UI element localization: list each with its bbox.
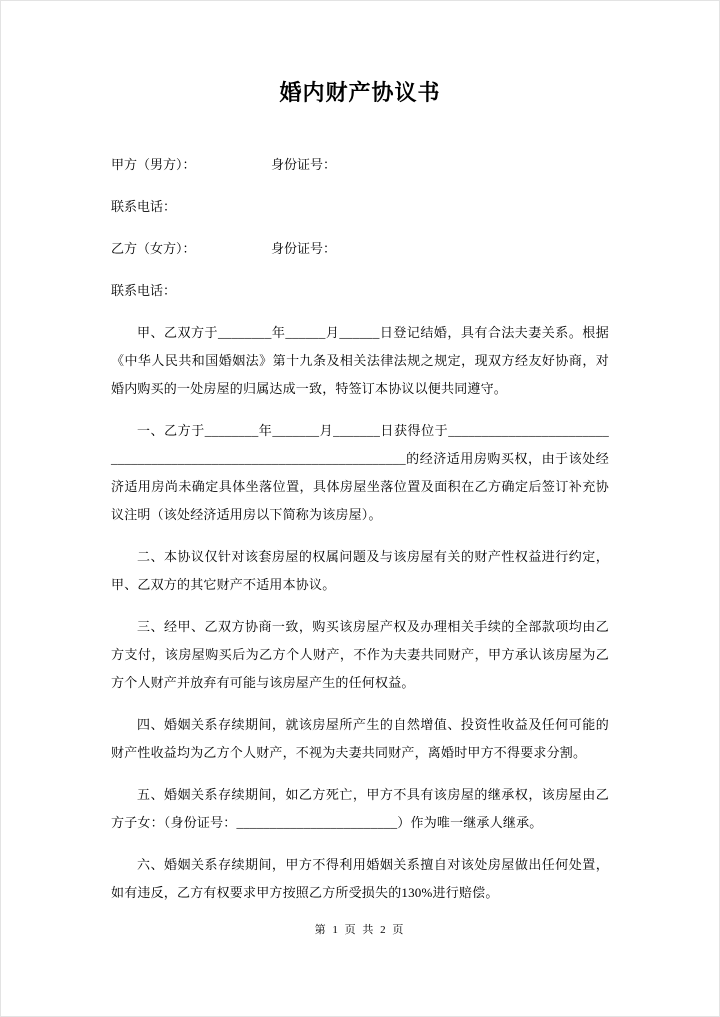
party-a-phone-line	[111, 193, 609, 221]
party-b-phone-label: 联系电话：	[111, 283, 177, 298]
party-b-label: 乙方（女方）：	[111, 241, 196, 256]
paragraph-5: 四、婚姻关系存续期间，就该房屋所产生的自然增值、投资性收益及任何可能的财产性收益均为乙方个人财产，不视为夫妻共同财产，离婚时甲方不得要求分割。	[111, 717, 609, 760]
party-b-phone-line	[111, 277, 609, 305]
paragraph-1: 甲、乙双方于________年______月______日登记结婚，具有合法夫妻关系。根据《中华人民共和国婚姻法》第十九条及相关法律法规之规定，现双方经友好协商，对婚内购买的一处房屋的归属达成一致，特签订本协议以便共同遵守。	[111, 325, 609, 396]
document-body	[111, 319, 609, 907]
paragraph-3: 二、本协议仅针对该套房屋的权属问题及与该房屋有关的财产性权益进行约定，甲、乙双方的其它财产不适用本协议。	[111, 549, 609, 592]
party-a-phone-label: 联系电话：	[111, 199, 177, 214]
party-a-id-label: 身份证号：	[271, 157, 337, 172]
paragraph-4: 三、经甲、乙双方协商一致，购买该房屋产权及办理相关手续的全部款项均由乙方支付，该房屋购买后为乙方个人财产，不作为夫妻共同财产，甲方承认该房屋为乙方个人财产并放弃有可能与该房屋产生的任何权益。	[111, 619, 609, 690]
paragraph-2: 一、乙方于________年_______月_______日获得位于____________________________________________________________________的经济适用房购买权，由于该处经济适用房尚未确定具体坐落位置，具体房屋坐落位置及面积在乙方确定后签订补充协议注明（该处经济适用房以下简称为该房屋）。	[111, 423, 609, 522]
page-footer: 第 1 页 共 2 页	[314, 924, 406, 936]
party-b-id-label: 身份证号：	[271, 241, 337, 256]
party-a-line	[111, 151, 609, 179]
party-b-line	[111, 235, 609, 263]
document-title: 婚内财产协议书	[279, 80, 441, 105]
paragraph-7: 六、婚姻关系存续期间，甲方不得利用婚姻关系擅自对该处房屋做出任何处置，如有违反，乙方有权要求甲方按照乙方所受损失的130%进行赔偿。	[111, 857, 609, 900]
paragraph-6: 五、婚姻关系存续期间，如乙方死亡，甲方不具有该房屋的继承权，该房屋由乙方子女：（身份证号：________________________）作为唯一继承人继承。	[111, 787, 609, 830]
party-a-label: 甲方（男方）：	[111, 157, 196, 172]
